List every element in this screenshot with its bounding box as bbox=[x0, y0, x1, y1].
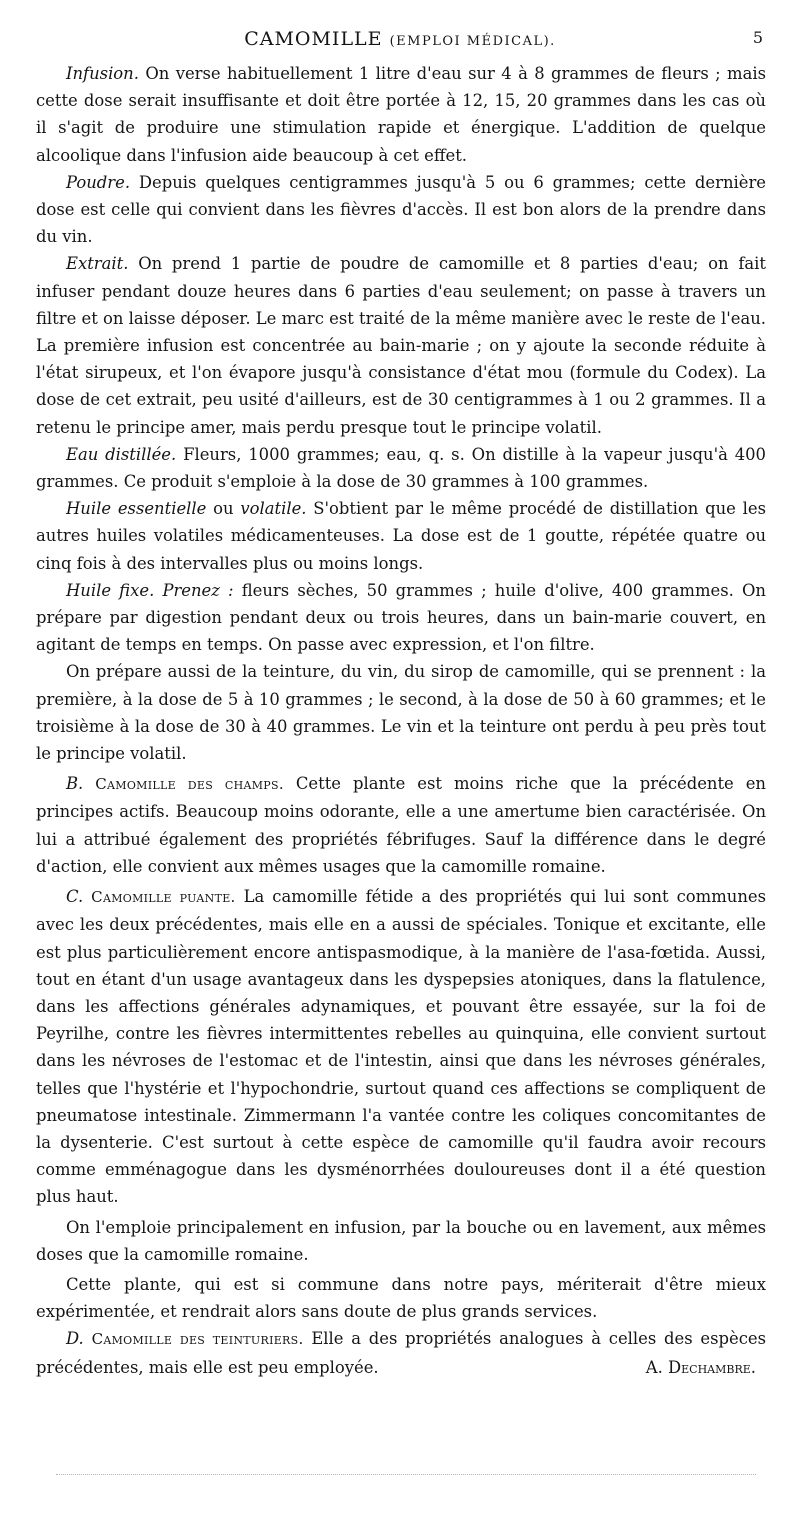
text-infusion: On verse habituellement 1 litre d'eau sur 4 à 8 grammes de fleurs ; mais cette dose serait insuffisante et doit être portée à 12, 15, 20 grammes dans les cas où il s'agit de produire une stimulation rapide et énergique. L'addition de quelque alcoolique dans l'infusion aide beaucoup à cet effet. bbox=[36, 64, 766, 165]
running-title-main: CAMOMILLE bbox=[244, 28, 383, 50]
bleed-through-line bbox=[56, 1474, 756, 1475]
paragraph-camomille-des-champs bbox=[36, 770, 766, 880]
paragraph-poudre bbox=[36, 169, 766, 251]
paragraph-camomille-puante bbox=[36, 883, 766, 1210]
running-title-sub: (EMPLOI MÉDICAL). bbox=[389, 34, 556, 49]
paragraph-infusion bbox=[36, 60, 766, 169]
text-emploi: On l'emploie principalement en infusion, par la bouche ou en lavement, aux mêmes doses que la camomille romaine. bbox=[36, 1217, 766, 1264]
body-text bbox=[36, 60, 766, 1381]
text-huile-essentielle: S'obtient par le même procédé de distillation que les autres huiles volatiles médicamenteuses. La dose est de 1 goutte, répétée quatre ou cinq fois à des intervalles plus ou moins longs. bbox=[36, 499, 766, 573]
name-camomille-puante: Camomille puante. bbox=[91, 888, 236, 907]
term-huile-essentielle: Huile essentielle bbox=[66, 499, 207, 519]
name-camomille-des-champs: Camomille des champs. bbox=[95, 775, 284, 794]
paragraph-camomille-des-teinturiers bbox=[36, 1325, 766, 1380]
term-prenez: Prenez : bbox=[162, 580, 234, 600]
running-title bbox=[36, 28, 764, 50]
term-eau-distillee: Eau distillée. bbox=[66, 444, 177, 464]
paragraph-eau-distillee bbox=[36, 441, 766, 495]
term-volatile: volatile. bbox=[240, 499, 307, 519]
text-extrait: On prend 1 partie de poudre de camomille et 8 parties d'eau; on fait infuser pendant douze heures dans 6 parties d'eau seulement; on passe à travers un filtre et on laisse déposer. Le marc est traité de la même manière avec le reste de l'eau. La première infusion est concentrée au bain-marie ; on y ajoute la seconde réduite à l'état sirupeux, et l'on évapore jusqu'à consistance d'état mou (formule du Codex). La dose de cet extrait, peu usité d'ailleurs, est de 30 centigrammes à 1 ou 2 grammes. Il a retenu le principe amer, mais perdu presque tout le principe volatil. bbox=[36, 254, 766, 437]
letter-b: B. bbox=[66, 774, 84, 794]
letter-c: C. bbox=[66, 887, 84, 907]
text-plante: Cette plante, qui est si commune dans notre pays, mériterait d'être mieux expérimentée, et rendrait alors sans doute de plus grands services. bbox=[36, 1274, 766, 1322]
author-signature: A. Dechambre. bbox=[645, 1357, 756, 1377]
term-extrait: Extrait. bbox=[66, 254, 129, 274]
term-poudre: Poudre. bbox=[66, 172, 131, 192]
text-camomille-des-champs: Cette plante est moins riche que la précédente en principes actifs. Beaucoup moins odorante, elle a une amertume bien caractérisée. On lui a attribué également des propriétés fébrifuges. Sauf la différence dans le degré d'action, elle convient aux mêmes usages que la camomille romaine. bbox=[36, 774, 766, 876]
page-number: 5 bbox=[752, 28, 764, 47]
text-eau-distillee: Fleurs, 1000 grammes; eau, q. s. On distille à la vapeur jusqu'à 400 grammes. Ce produit s'emploie à la dose de 30 grammes à 100 grammes. bbox=[36, 444, 766, 492]
text-huile-fixe: fleurs sèches, 50 grammes ; huile d'olive, 400 grammes. On prépare par digestion pendant deux ou trois heures, dans un bain-marie couvert, en agitant de temps en temps. On passe avec expression, et l'on filtre. bbox=[36, 580, 766, 655]
paragraph-emploi bbox=[36, 1214, 766, 1268]
text-huile-ou: ou bbox=[206, 499, 241, 519]
paragraph-extrait bbox=[36, 250, 766, 440]
running-header bbox=[36, 28, 764, 52]
term-huile-fixe: Huile fixe. bbox=[66, 580, 155, 600]
paragraph-huile-fixe bbox=[36, 577, 766, 659]
name-camomille-des-teinturiers: Camomille des teinturiers. bbox=[91, 1330, 304, 1349]
text-poudre: Depuis quelques centigrammes jusqu'à 5 ou 6 grammes; cette dernière dose est celle qui convient dans les fièvres d'accès. Il est bon alors de la prendre dans du vin. bbox=[36, 172, 766, 247]
letter-d: D. bbox=[66, 1329, 84, 1349]
text-camomille-des-teinturiers: Elle a des propriétés analogues à celles des espèces précédentes, mais elle est peu employée. bbox=[36, 1329, 766, 1377]
text-camomille-puante: La camomille fétide a des propriétés qui lui sont communes avec les deux précédentes, mais elle en a aussi de spéciales. Tonique et excitante, elle est plus particulièrement encore antispasmodique, à la manière de l'asa-fœtida. Aussi, tout en étant d'un usage avantageux dans les dyspepsies atoniques, dans la flatulence, dans les affections générales adynamiques, et pouvant être essayée, sur la foi de Peyrilhe, contre les fièvres intermittentes rebelles au quinquina, elle convient surtout dans les névroses de l'estomac et de l'intestin, ainsi que dans les névroses générales, telles que l'hystérie et l'hypochondrie, surtout quand ces affections se compliquent de pneumatose intestinale. Zimmermann l'a vantée contre les coliques concomitantes de la dysenterie. C'est surtout à cette espèce de camomille qu'il faudra avoir recours comme emménagogue dans les dysménorrhées douloureuses dont il a été question plus haut. bbox=[36, 887, 766, 1207]
text-preparations: On prépare aussi de la teinture, du vin, du sirop de camomille, qui se prennent : la première, à la dose de 5 à 10 grammes ; le second, à la dose de 50 à 60 grammes; et le troisième à la dose de 30 à 40 grammes. Le vin et la teinture ont perdu à peu près tout le principe volatil. bbox=[36, 662, 766, 764]
paragraph-preparations bbox=[36, 658, 766, 767]
paragraph-huile-essentielle bbox=[36, 495, 766, 577]
term-infusion: Infusion. bbox=[66, 64, 139, 83]
paragraph-plante bbox=[36, 1271, 766, 1325]
